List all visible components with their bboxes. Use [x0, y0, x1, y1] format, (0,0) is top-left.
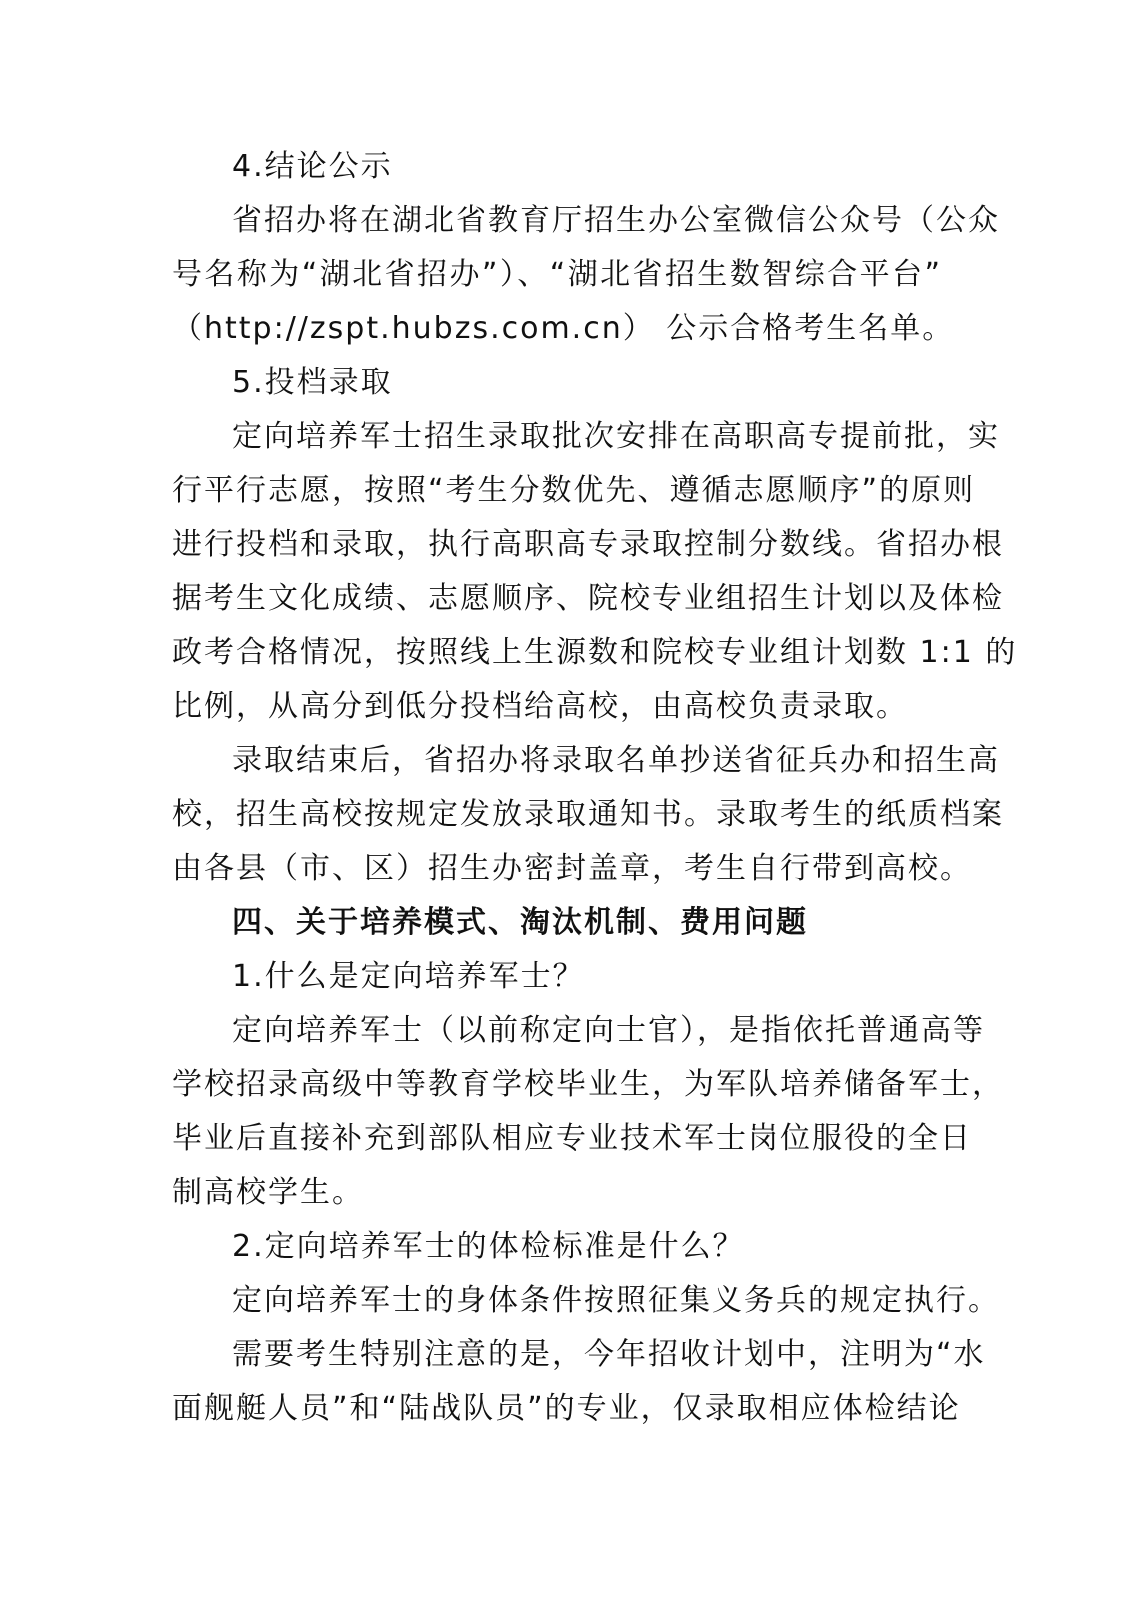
paragraph-line: 政考合格情况，按照线上生源数和院校专业组计划数 1:1 的 [172, 635, 1018, 670]
paragraph-line: 需要考生特别注意的是，今年招收计划中，注明为“水 [232, 1337, 986, 1372]
question-heading-2: 2.定向培养军士的体检标准是什么？ [232, 1229, 745, 1264]
paragraph-line: 录取结束后，省招办将录取名单抄送省征兵办和招生高 [232, 743, 1000, 778]
paragraph-line: 制高校学生。 [172, 1175, 364, 1210]
paragraph-line: 学校招录高级中等教育学校毕业生，为军队培养储备军士， [172, 1067, 1004, 1102]
paragraph-line: 定向培养军士的身体条件按照征集义务兵的规定执行。 [232, 1283, 1000, 1318]
paragraph-line: 进行投档和录取，执行高职高专录取控制分数线。省招办根 [172, 527, 1004, 562]
paragraph-line: 比例，从高分到低分投档给高校，由高校负责录取。 [172, 689, 908, 724]
paragraph-line: 号名称为“湖北省招办”）、“湖北省招生数智综合平台” [172, 257, 942, 292]
paragraph-line: 定向培养军士（以前称定向士官），是指依托普通高等 [232, 1013, 985, 1048]
paragraph-line: （http://zspt.hubzs.com.cn） 公示合格考生名单。 [172, 311, 955, 346]
paragraph-line: 据考生文化成绩、志愿顺序、院校专业组招生计划以及体检 [172, 581, 1004, 616]
paragraph-line: 省招办将在湖北省教育厅招生办公室微信公众号（公众 [232, 203, 1000, 238]
paragraph-line: 毕业后直接补充到部队相应专业技术军士岗位服役的全日 [172, 1121, 972, 1156]
document-body [172, 140, 1018, 1436]
section-heading-four: 四、关于培养模式、淘汰机制、费用问题 [232, 905, 808, 940]
subheading-conclusion-publicity: 4.结论公示 [232, 149, 393, 184]
paragraph-line: 校，招生高校按规定发放录取通知书。录取考生的纸质档案 [172, 797, 1004, 832]
paragraph-line: 由各县（市、区）招生办密封盖章，考生自行带到高校。 [172, 851, 972, 886]
question-heading-1: 1.什么是定向培养军士？ [232, 959, 585, 994]
paragraph-line: 行平行志愿，按照“考生分数优先、遵循志愿顺序”的原则 [172, 473, 976, 508]
paragraph-line: 定向培养军士招生录取批次安排在高职高专提前批，实 [232, 419, 1000, 454]
paragraph-line: 面舰艇人员”和“陆战队员”的专业，仅录取相应体检结论 [172, 1391, 961, 1426]
subheading-admission: 5.投档录取 [232, 365, 393, 400]
